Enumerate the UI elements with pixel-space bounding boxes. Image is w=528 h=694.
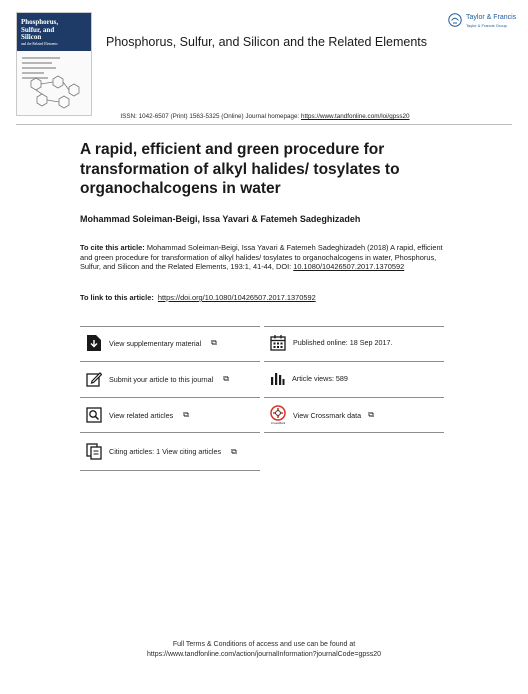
edit-pencil-icon (86, 371, 102, 387)
related-articles-label: View related articles (109, 410, 174, 420)
issn-text: ISSN: 1042-6507 (Print) 1563-5325 (Online) Journal homepage: (120, 113, 302, 120)
external-link-icon: ⧉ (368, 410, 374, 419)
link-divider (264, 361, 444, 362)
published-online-date (270, 334, 393, 351)
publisher-logo-icon (448, 13, 462, 27)
journal-cover-thumbnail (16, 12, 92, 116)
related-articles-icon (86, 407, 102, 423)
external-link-icon: ⧉ (183, 410, 189, 419)
external-link-icon: ⧉ (211, 338, 217, 347)
doi-link[interactable]: 10.1080/10426507.2017.1370592 (293, 262, 405, 272)
crossmark-icon (270, 405, 286, 421)
article-doi-url[interactable]: https://doi.org/10.1080/10426507.2017.1370592 (157, 293, 316, 302)
cover-chemical-structure-image (23, 75, 85, 111)
footer-terms-text: Full Terms & Conditions of access and use can be found at (172, 641, 356, 648)
cover-title: Phosphorus, Sulfur, and Silicon and the Related Elements (21, 18, 59, 46)
link-label: To link to this article: (80, 293, 154, 302)
published-online-label: Published online: 18 Sep 2017. (293, 338, 393, 347)
publisher-name: Taylor & Francis (466, 14, 517, 21)
crossmark-label: View Crossmark data (293, 410, 362, 420)
submit-article-label: Submit your article to this journal (109, 374, 214, 384)
view-crossmark-data-link[interactable] (270, 405, 374, 425)
crossmark-badge (270, 405, 286, 425)
view-citing-articles-link[interactable] (86, 443, 237, 460)
issn-line (70, 113, 460, 120)
journal-homepage-link[interactable]: https://www.tandfonline.com/loi/gpss20 (301, 113, 410, 120)
footer-terms-link[interactable]: https://www.tandfonline.com/action/journalInformation?journalCode=gpss20 (146, 651, 382, 658)
article-title: A rapid, efficient and green procedure for transformation of alkyl halides/ tosylates to organochalcogens in water (80, 141, 400, 197)
journal-title[interactable]: Phosphorus, Sulfur, and Silicon and the Related Elements (106, 35, 428, 49)
link-divider (264, 397, 444, 398)
citing-articles-label: Citing articles: 1 View citing articles (109, 447, 222, 456)
taylor-francis-logo[interactable] (448, 12, 518, 34)
view-supplementary-material-link[interactable] (86, 334, 217, 352)
external-link-icon: ⧉ (231, 446, 237, 456)
link-divider (264, 432, 444, 433)
article-authors: Mohammad Soleiman-Beigi, Issa Yavari & Fatemeh Sadeghizadeh (80, 214, 361, 224)
link-divider (264, 326, 444, 327)
link-divider (80, 432, 260, 433)
link-divider (80, 361, 260, 362)
cite-label: To cite this article: (80, 243, 145, 252)
citing-articles-icon (86, 443, 102, 460)
publisher-tagline: Taylor & Francis Group (466, 23, 507, 28)
calendar-icon (270, 334, 286, 351)
bar-chart-icon (270, 371, 285, 386)
cite-text: Mohammad Soleiman-Beigi, Issa Yavari & Fatemeh Sadeghizadeh (2018) A rapid, efficient and green procedure for transformation of alkyl halides/ tosylates to organochalcogens in water, Phosphorus, Sulfur, and Silicon and the Related Elements, 193:1, 41-44, DOI: (80, 243, 443, 272)
link-divider (80, 326, 260, 327)
submit-article-link[interactable] (86, 371, 229, 387)
link-divider (80, 470, 260, 471)
article-link-line (80, 293, 480, 302)
external-link-icon: ⧉ (223, 374, 229, 383)
article-views (270, 371, 348, 386)
view-related-articles-link[interactable] (86, 407, 189, 423)
supplementary-label: View supplementary material (109, 338, 202, 348)
crossmark-caption: CrossMark (270, 421, 286, 425)
article-views-label: Article views: 589 (292, 374, 348, 383)
download-document-icon (86, 334, 102, 352)
footer-terms (60, 640, 468, 660)
header-divider (16, 124, 512, 125)
citation-block (80, 243, 452, 272)
link-divider (80, 397, 260, 398)
